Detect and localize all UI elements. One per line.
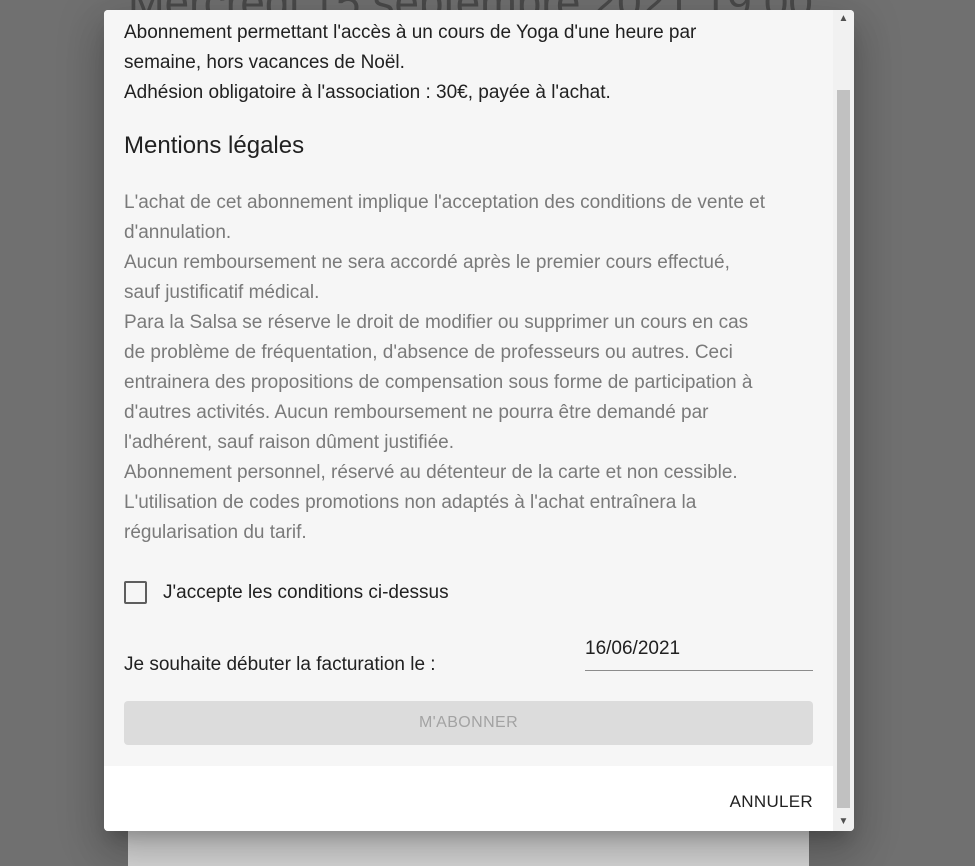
start-date-label: Je souhaite débuter la facturation le : (124, 654, 436, 675)
legal-line: L'utilisation de codes promotions non adaptés à l'achat entraînera la (124, 492, 697, 513)
cancel-button[interactable]: ANNULER (730, 786, 813, 818)
legal-line: entrainera des propositions de compensation sous forme de participation à (124, 372, 753, 393)
legal-line: régularisation du tarif. (124, 522, 307, 543)
subscription-dialog (104, 10, 854, 831)
dialog-content (104, 10, 833, 766)
dialog-actions (104, 766, 833, 831)
triangle-down-icon[interactable]: ▼ (838, 816, 849, 827)
start-date-field[interactable] (585, 636, 813, 671)
legal-line: d'autres activités. Aucun remboursement ne pourra être demandé par (124, 402, 709, 423)
description-line: semaine, hors vacances de Noël. (124, 52, 405, 73)
description-line: Abonnement permettant l'accès à un cours de Yoga d'une heure par (124, 22, 697, 43)
legal-line: L'achat de cet abonnement implique l'acceptation des conditions de vente et (124, 192, 766, 213)
legal-line: d'annulation. (124, 222, 232, 243)
description-block (124, 10, 814, 108)
subscription-description (124, 10, 814, 108)
legal-line: l'adhérent, sauf raison dûment justifiée. (124, 432, 454, 453)
scrollbar-thumb[interactable] (837, 90, 850, 808)
legal-title: Mentions légales (124, 132, 305, 159)
accept-conditions-label[interactable]: J'accepte les conditions ci-dessus (163, 581, 449, 603)
legal-line: de problème de fréquentation, d'absence de professeurs ou autres. Ceci (124, 342, 733, 363)
legal-line: Abonnement personnel, réservé au détenteur de la carte et non cessible. (124, 462, 738, 483)
start-date-value[interactable]: 16/06/2021 (585, 638, 681, 659)
accept-conditions-row[interactable] (124, 581, 449, 604)
subscribe-button[interactable]: M'ABONNER (124, 701, 813, 745)
background-card (128, 826, 809, 866)
dialog-scrollbar[interactable] (833, 10, 854, 831)
legal-line: Aucun remboursement ne sera accordé après le premier cours effectué, (124, 252, 730, 273)
legal-line: Para la Salsa se réserve le droit de modifier ou supprimer un cours en cas (124, 312, 749, 333)
description-line: Adhésion obligatoire à l'association : 30€, payée à l'achat. (124, 82, 611, 103)
legal-text (124, 188, 814, 548)
triangle-up-icon[interactable]: ▲ (838, 13, 849, 24)
accept-conditions-checkbox[interactable] (124, 581, 147, 604)
legal-line: sauf justificatif médical. (124, 282, 320, 303)
